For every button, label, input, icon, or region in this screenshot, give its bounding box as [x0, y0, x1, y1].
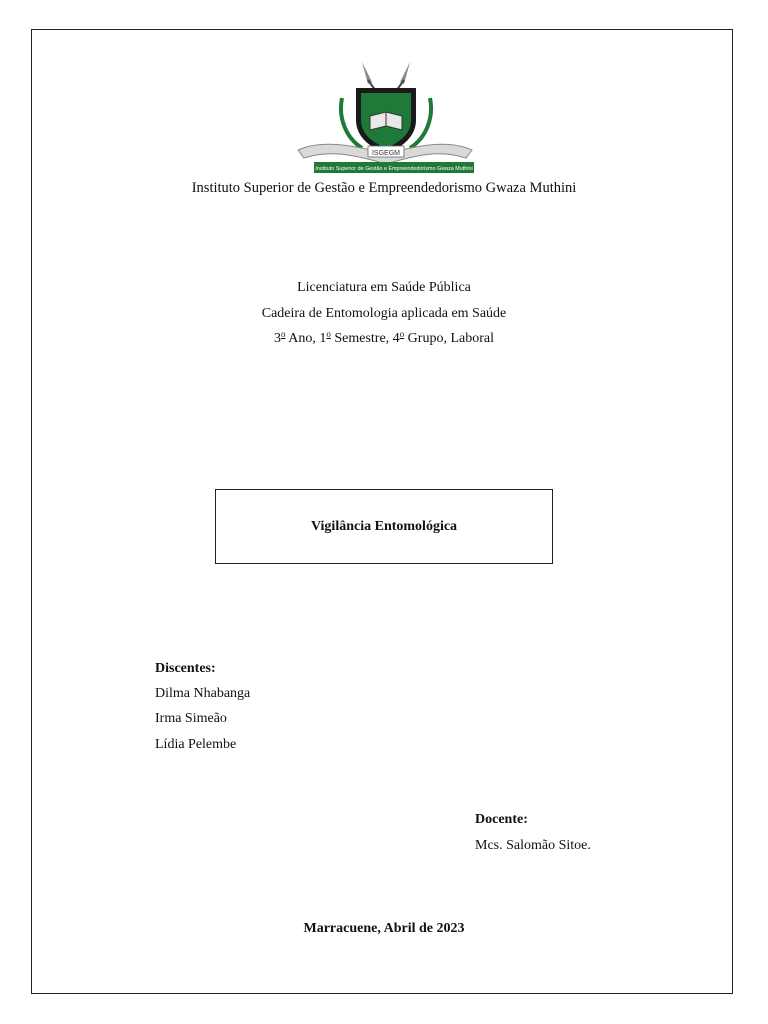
- student-name: Irma Simeão: [155, 711, 227, 726]
- course-details: 3$^o$ Ano, 1$^o$ Semestre, 4$^o$ Grupo, Laboral: [274, 329, 494, 346]
- subject-name: Cadeira de Entomologia aplicada em Saúde: [261, 306, 507, 321]
- logo-banner-text: Instituto Superior de Gestão e Empreendedorismo Gwaza Muthini: [315, 166, 473, 172]
- institution-name: Instituto Superior de Gestão e Empreendedorismo Gwaza Muthini: [191, 180, 577, 196]
- teacher-heading: Docente:: [475, 812, 528, 827]
- institution-logo: [290, 58, 480, 176]
- student-name: Dilma Nhabanga: [155, 686, 251, 701]
- student-name: Lídia Pelembe: [155, 737, 237, 752]
- work-title-box: [215, 489, 553, 564]
- logo-acronym: ISGEGM: [371, 150, 401, 157]
- teacher-name: Mcs. Salomão Sitoe.: [475, 838, 591, 853]
- place-date: Marracuene, Abril de 2023: [303, 921, 465, 936]
- students-heading: Discentes:: [155, 661, 216, 676]
- degree-name: Licenciatura em Saúde Pública: [297, 280, 471, 295]
- work-title: Vigilância Entomológica: [310, 518, 458, 534]
